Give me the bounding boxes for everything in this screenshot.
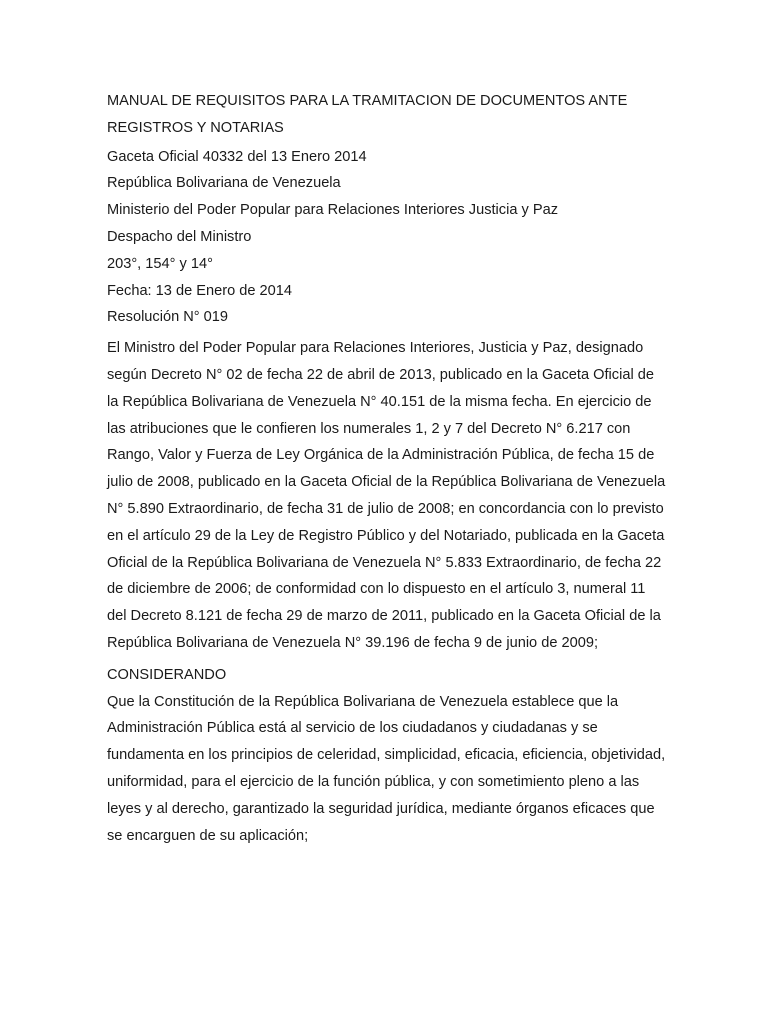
- preamble-paragraph: El Ministro del Poder Popular para Relaciones Interiores, Justicia y Paz, designado según Decreto N° 02 de fecha 22 de abril de 2013, publicado en la Gaceta Oficial de la República Bolivariana de Venezuela N° 40.151 de la misma fecha. En ejercicio de las atribuciones que le confieren los numerales 1, 2 y 7 del Decreto N° 6.217 con Rango, Valor y Fuerza de Ley Orgánica de la Administración Pública, de fecha 15 de julio de 2008, publicado en la Gaceta Oficial de la República Bolivariana de Venezuela N° 5.890 Extraordinario, de fecha 31 de julio de 2008; en concordancia con lo previsto en el artículo 29 de la Ley de Registro Público y del Notariado, publicada en la Gaceta Oficial de la República Bolivariana de Venezuela N° 5.833 Extraordinario, de fecha 22 de diciembre de 2006; de conformidad con lo dispuesto en el artículo 3, numeral 11 del Decreto 8.121 de fecha 29 de marzo de 2011, publicado en la Gaceta Oficial de la República Bolivariana de Venezuela N° 39.196 de fecha 9 de junio de 2009;: [107, 340, 666, 651]
- country-name: República Bolivariana de Venezuela: [107, 175, 341, 192]
- document-title: MANUAL DE REQUISITOS PARA LA TRAMITACION DE DOCUMENTOS ANTE REGISTROS Y NOTARIAS: [107, 93, 628, 136]
- considerando-paragraph: Que la Constitución de la República Bolivariana de Venezuela establece que la Administración Pública está al servicio de los ciudadanos y ciudadanas y se fundamenta en los principios de celeridad, simplicidad, eficacia, eficiencia, objetividad, uniformidad, para el ejercicio de la función pública, y con sometimiento pleno a las leyes y al derecho, garantizado la seguridad jurídica, mediante órganos eficaces que se encarguen de su aplicación;: [107, 693, 666, 844]
- years-line: 203°, 154° y 14°: [107, 255, 213, 272]
- date-line: Fecha: 13 de Enero de 2014: [107, 282, 292, 299]
- considerando-heading: CONSIDERANDO: [107, 666, 227, 683]
- resolution-number: Resolución N° 019: [107, 309, 229, 326]
- gazette-header: [107, 144, 667, 332]
- gazette-reference: Gaceta Oficial 40332 del 13 Enero 2014: [107, 148, 367, 165]
- document-page: [107, 88, 667, 854]
- ministry-name: Ministerio del Poder Popular para Relaciones Interiores Justicia y Paz: [107, 202, 559, 219]
- office-name: Despacho del Ministro: [107, 228, 252, 245]
